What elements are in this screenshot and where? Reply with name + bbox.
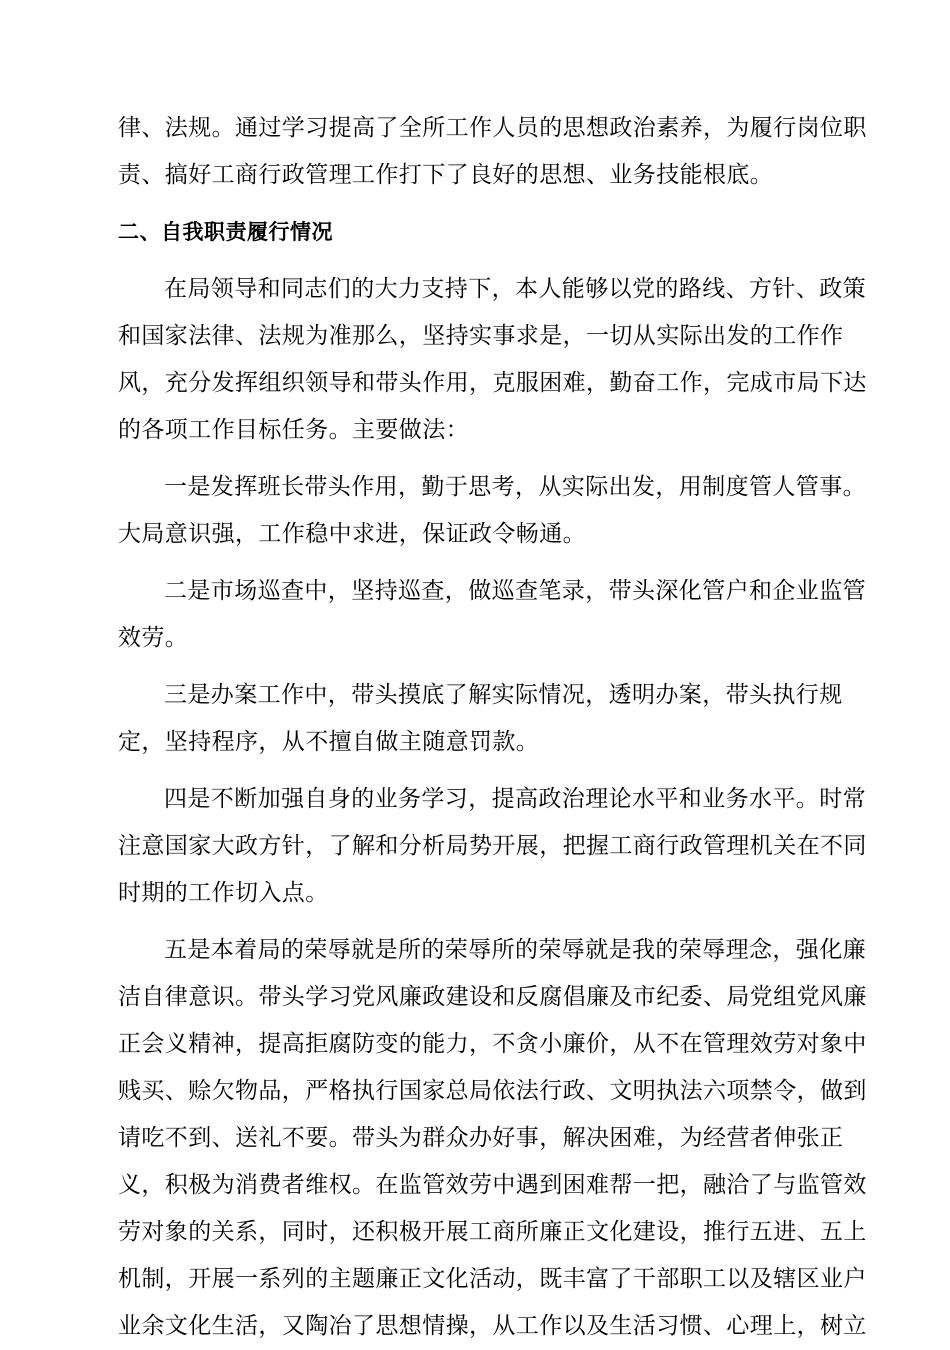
text-line: 时期的工作切入点。 bbox=[118, 880, 329, 906]
text-line: 洁自律意识。带头学习党风廉政建设和反腐倡廉及市纪委、局党组党风廉 bbox=[118, 984, 867, 1010]
text-line: 贱买、赊欠物品，严格执行国家总局依法行政、文明执法六项禁令，做到 bbox=[118, 1078, 867, 1104]
text-line: 劳对象的关系，同时，还积极开展工商所廉正文化建设，推行五进、五上 bbox=[118, 1219, 867, 1245]
text-line: 律、法规。通过学习提高了全所工作人员的思想政治素养，为履行岗位职 bbox=[118, 115, 867, 141]
text-line: 义，积极为消费者维权。在监管效劳中遇到困难帮一把，融洽了与监管效 bbox=[118, 1172, 867, 1198]
text-line: 机制，开展一系列的主题廉正文化活动，既丰富了干部职工以及辖区业户 bbox=[118, 1266, 867, 1292]
text-line: 请吃不到、送礼不要。带头为群众办好事，解决困难，为经营者伸张正 bbox=[118, 1125, 844, 1151]
text-line: 的各项工作目标任务。主要做法： bbox=[118, 417, 469, 443]
text-line: 和国家法律、法规为准那么，坚持实事求是，一切从实际出发的工作作 bbox=[118, 323, 844, 349]
text-line: 责、搞好工商行政管理工作打下了良好的思想、业务技能根底。 bbox=[118, 162, 774, 188]
text-line: 二是市场巡查中，坚持巡查，做巡查笔录，带头深化管户和企业监管 bbox=[164, 578, 866, 604]
text-line: 定，坚持程序，从不擅自做主随意罚款。 bbox=[118, 729, 540, 755]
text-line: 三是办案工作中，带头摸底了解实际情况，透明办案，带头执行规 bbox=[164, 682, 843, 708]
section-heading: 二、自我职责履行情况 bbox=[118, 220, 333, 244]
document-body bbox=[118, 105, 867, 1350]
text-line: 风，充分发挥组织领导和带头作用，克服困难，勤奋工作，完成市局下达 bbox=[118, 370, 867, 396]
text-line: 五是本着局的荣辱就是所的荣辱所的荣辱就是我的荣辱理念，强化廉 bbox=[164, 937, 866, 963]
text-line: 大局意识强，工作稳中求进，保证政令畅通。 bbox=[118, 521, 586, 547]
text-line: 一是发挥班长带头作用，勤于思考，从实际出发，用制度管人管事。 bbox=[164, 474, 866, 500]
text-line: 业余文化生活，又陶冶了思想情操，从工作以及生活习惯、心理上，树立 bbox=[118, 1313, 867, 1339]
text-line: 注意国家大政方针，了解和分析局势开展，把握工商行政管理机关在不同 bbox=[118, 833, 867, 859]
text-line: 效劳。 bbox=[118, 625, 189, 651]
text-line: 正会义精神，提高拒腐防变的能力，不贪小廉价，从不在管理效劳对象中 bbox=[118, 1031, 867, 1057]
text-line: 四是不断加强自身的业务学习，提高政治理论水平和业务水平。时常 bbox=[164, 786, 866, 812]
text-line: 在局领导和同志们的大力支持下，本人能够以党的路线、方针、政策 bbox=[164, 276, 866, 302]
